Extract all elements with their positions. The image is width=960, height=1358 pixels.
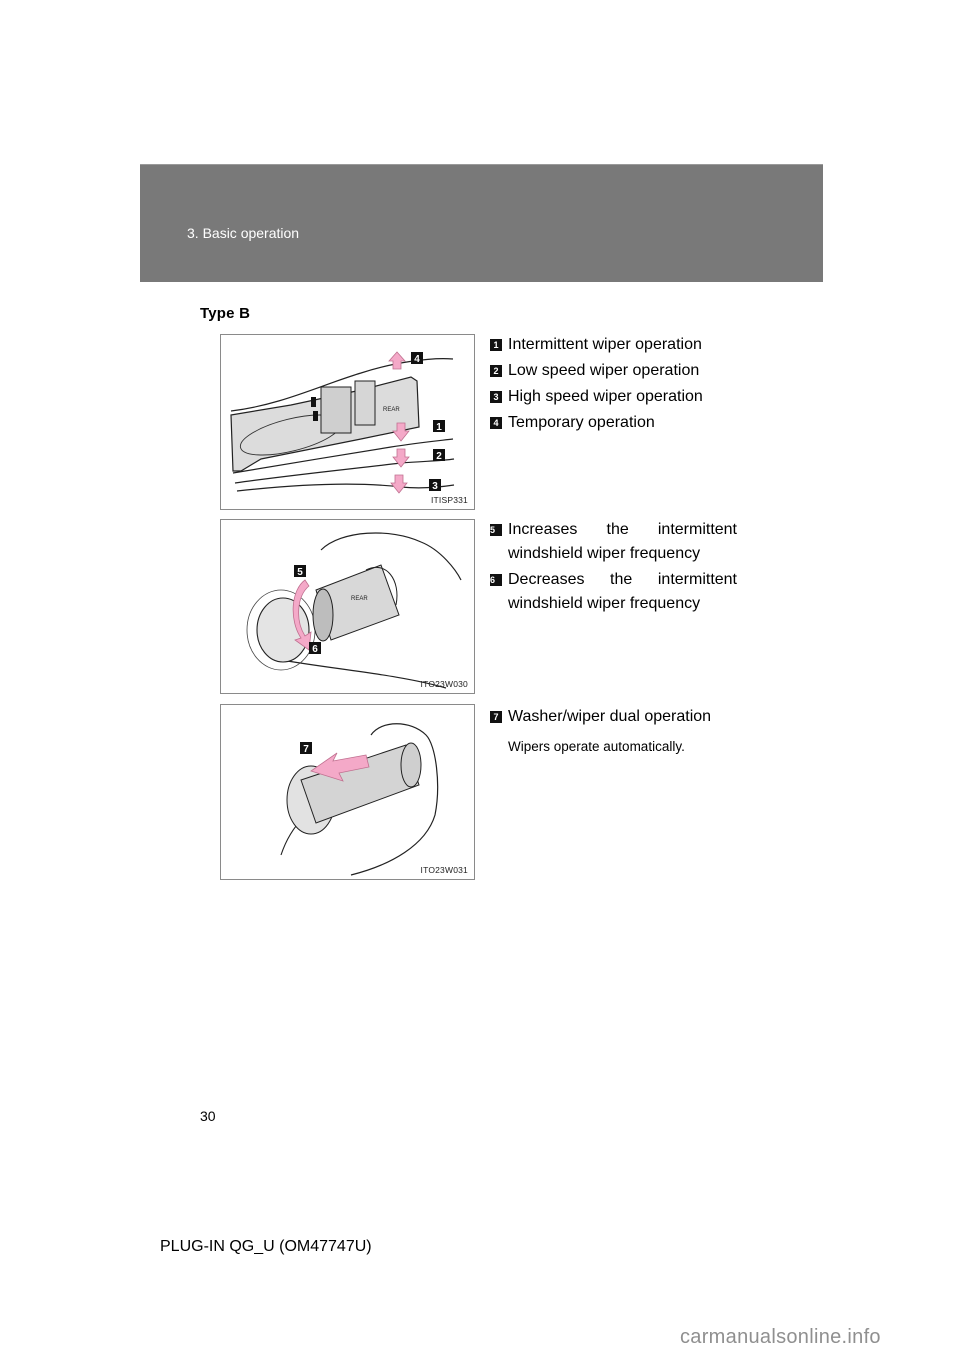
legend-item: 5 Increases the intermittent windshield wiper frequency: [490, 521, 737, 562]
badge-6: [309, 642, 321, 655]
svg-text:7: 7: [303, 744, 309, 755]
figure-code: ITO23W030: [420, 679, 468, 689]
legend-note: Wipers operate automatically.: [508, 739, 685, 754]
figure-code: ITISP331: [430, 495, 468, 505]
svg-text:5: 5: [297, 567, 303, 578]
figure-1-legend: [490, 333, 740, 437]
svg-text:REAR: REAR: [351, 596, 368, 602]
svg-text:4: 4: [414, 354, 420, 365]
section-title: 3. Basic operation: [187, 225, 300, 241]
svg-text:6: 6: [312, 644, 318, 655]
figure-frequency-adjust: [220, 519, 475, 694]
legend-item: 2 Low speed wiper operation: [490, 359, 740, 383]
legend-item: 7 Washer/wiper dual operation: [490, 705, 740, 729]
badge-2: [433, 449, 445, 462]
figure-washer-operation: [220, 704, 475, 880]
type-title: Type B: [200, 305, 251, 322]
badge-3: [429, 479, 441, 492]
washer-pull-illustration: [221, 705, 474, 879]
figure-3-legend: [490, 705, 740, 754]
svg-text:1: 1: [436, 422, 442, 433]
badge-7: [300, 742, 312, 755]
page-number: 30: [200, 1108, 216, 1124]
legend-item: 3 High speed wiper operation: [490, 385, 740, 409]
svg-text:3: 3: [432, 481, 438, 492]
svg-text:REAR: REAR: [383, 407, 400, 413]
figure-code: ITO23W031: [420, 865, 468, 875]
badge-4: [411, 352, 423, 365]
badge-1: [433, 420, 445, 433]
model-code: PLUG-IN QG_U (OM47747U): [160, 1238, 372, 1255]
watermark: carmanualsonline.info: [680, 1326, 881, 1348]
chapter-header: [140, 164, 823, 282]
frequency-ring-illustration: [221, 520, 474, 693]
svg-text:2: 2: [436, 451, 442, 462]
legend-item: 6 Decreases the intermittent windshield wiper frequency: [490, 571, 737, 612]
badge-5: [294, 565, 306, 578]
legend-item: 1 Intermittent wiper operation: [490, 333, 740, 357]
figure-wiper-lever-positions: [220, 334, 475, 510]
wiper-lever-illustration: [221, 335, 474, 509]
legend-item: 4 Temporary operation: [490, 411, 740, 435]
figure-2-legend: [490, 518, 737, 618]
